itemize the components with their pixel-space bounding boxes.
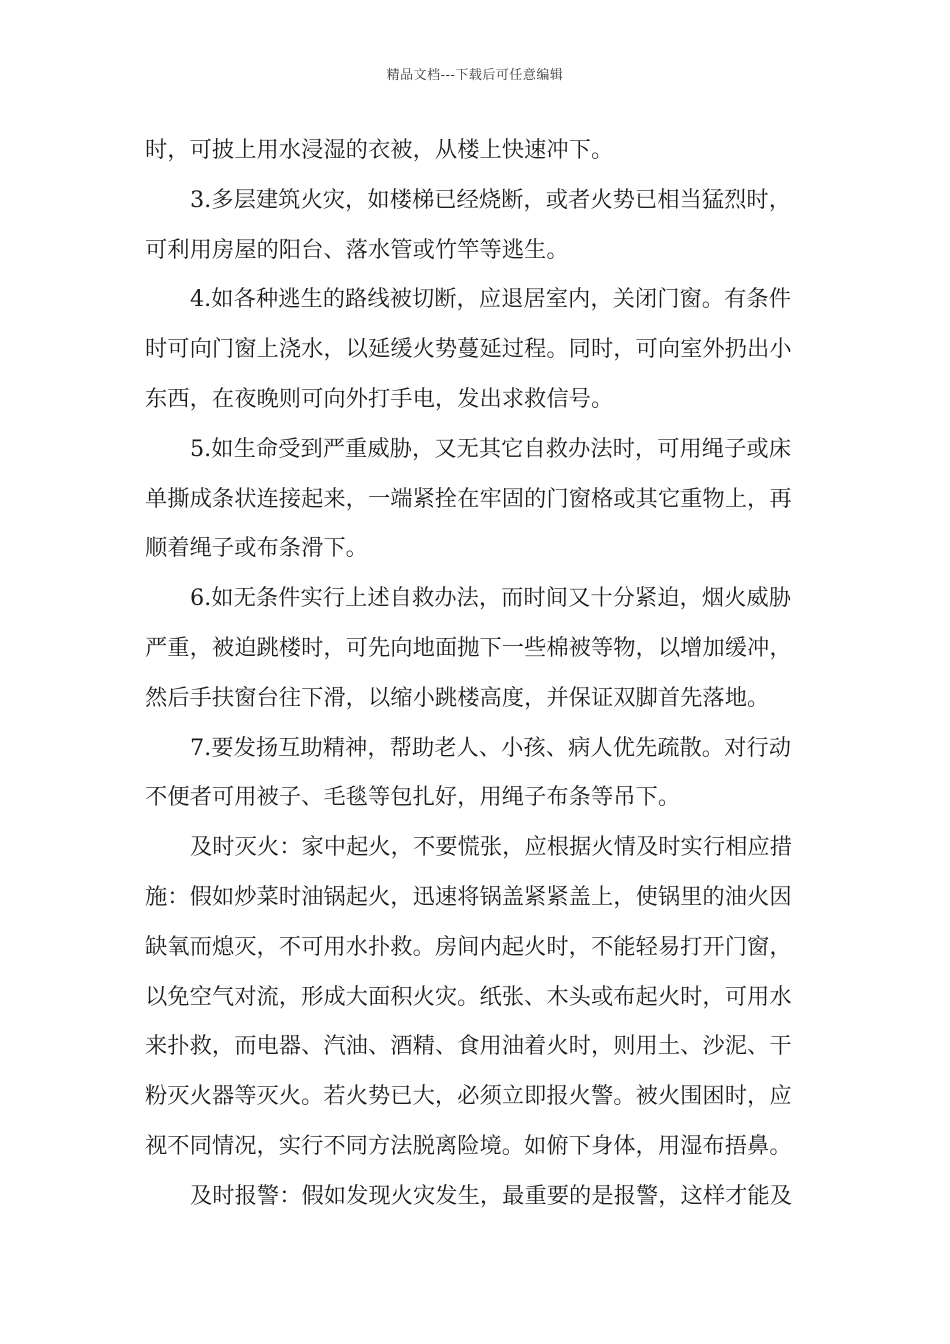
- text-line: 及时报警：假如发现火灾发生，最重要的是报警，这样才能及: [190, 1182, 793, 1209]
- document-body: [145, 126, 811, 1222]
- text-line: 视不同情况，实行不同方法脱离险境。如俯下身体，用湿布捂鼻。: [145, 1132, 792, 1159]
- page-header: 精品文档---下载后可任意编辑: [386, 68, 564, 83]
- text-line: 4.如各种逃生的路线被切断，应退居室内，关闭门窗。有条件: [190, 286, 791, 313]
- text-line: 6.如无条件实行上述自救办法，而时间又十分紧迫，烟火威胁: [190, 585, 791, 612]
- text-line: 缺氧而熄灭，不可用水扑救。房间内起火时，不能轻易打开门窗，: [145, 933, 792, 960]
- text-line: 及时灭火：家中起火，不要慌张，应根据火情及时实行相应措: [190, 834, 793, 861]
- text-line: 施：假如炒菜时油锅起火，迅速将锅盖紧紧盖上，使锅里的油火因: [145, 883, 792, 910]
- text-line: 3.多层建筑火灾，如楼梯已经烧断，或者火势已相当猛烈时，: [190, 186, 791, 213]
- text-line: 粉灭火器等灭火。若火势已大，必须立即报火警。被火围困时，应: [145, 1083, 792, 1110]
- text-line: 单撕成条状连接起来，一端紧拴在牢固的门窗格或其它重物上，再: [145, 485, 792, 512]
- text-line: 时，可披上用水浸湿的衣被，从楼上快速冲下。: [145, 137, 614, 163]
- text-line: 不便者可用被子、毛毯等包扎好，用绳子布条等吊下。: [145, 784, 681, 811]
- text-line: 来扑救，而电器、汽油、酒精、食用油着火时，则用土、沙泥、干: [145, 1033, 792, 1060]
- text-line: 顺着绳子或布条滑下。: [145, 535, 368, 562]
- text-line: 然后手扶窗台往下滑，以缩小跳楼高度，并保证双脚首先落地。: [145, 684, 770, 711]
- text-line: 东西，在夜晚则可向外打手电，发出求救信号。: [145, 385, 614, 412]
- text-line: 以免空气对流，形成大面积火灾。纸张、木头或布起火时，可用水: [145, 983, 792, 1010]
- text-line: 5.如生命受到严重威胁，又无其它自救办法时，可用绳子或床: [190, 435, 791, 462]
- text-line: 严重，被迫跳楼时，可先向地面抛下一些棉被等物，以增加缓冲，: [145, 634, 792, 661]
- text-line: 可利用房屋的阳台、落水管或竹竿等逃生。: [145, 236, 569, 263]
- text-line: 时可向门窗上浇水，以延缓火势蔓延过程。同时，可向室外扔出小: [145, 336, 792, 363]
- text-line: 7.要发扬互助精神，帮助老人、小孩、病人优先疏散。对行动: [190, 734, 791, 761]
